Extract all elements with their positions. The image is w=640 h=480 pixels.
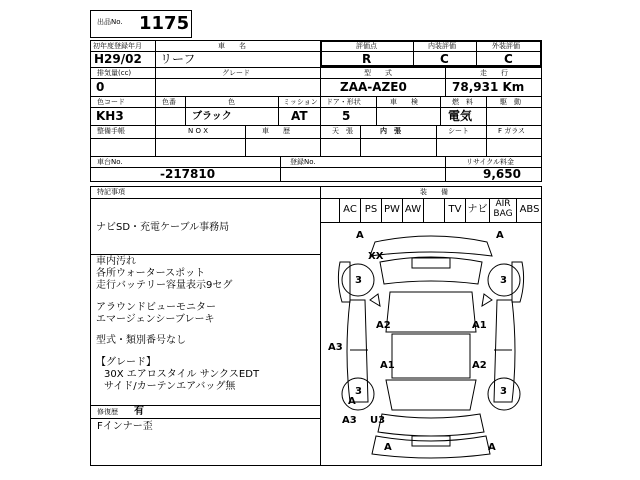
exterior-value: C	[504, 52, 513, 66]
equipment-navi: ナビ	[467, 204, 488, 215]
equipment-pw: PW	[384, 204, 400, 215]
doors-value: 5	[342, 109, 351, 123]
notes-block	[96, 222, 318, 390]
equipment-aw: AW	[404, 204, 422, 215]
damage-mark: A	[356, 230, 364, 241]
equipment-row	[320, 198, 542, 222]
repair-value: 有	[134, 406, 144, 417]
equipment-abs: ABS	[519, 204, 540, 215]
damage-mark: A2	[472, 360, 487, 371]
damage-mark: A3	[328, 342, 343, 353]
equipment-ac: AC	[343, 204, 357, 215]
lot-number-box	[90, 10, 192, 38]
model-label: 型 式	[364, 69, 392, 77]
nox-label: N O X	[188, 127, 208, 135]
maintenance-label: 整備手帳	[97, 127, 125, 135]
grade-label: グレード	[222, 69, 250, 77]
mileage-label: 走 行	[480, 69, 508, 77]
year-label: 初年度登録年月	[93, 42, 142, 50]
color-code-label: 色コード	[97, 98, 125, 106]
chassis-label: 車台No.	[97, 158, 123, 166]
transmission-label: ミッション	[283, 98, 318, 106]
note-line: 各所ウォータースポット	[96, 268, 206, 279]
registration-label: 登録No.	[290, 158, 316, 166]
recycle-label: リサイクル料金	[466, 158, 515, 166]
note-line: 型式・類別番号なし	[96, 335, 186, 346]
note-line: 30X エアロスタイル サンクスEDT	[104, 369, 260, 380]
recycle-value: 9,650	[483, 167, 521, 181]
drive-label: 駆 動	[500, 98, 521, 106]
damage-mark: XX	[368, 251, 384, 262]
damage-mark: A2	[376, 320, 391, 331]
damage-mark: A	[348, 396, 356, 407]
equipment-airbag: AIR BAG	[493, 199, 513, 219]
damage-mark: 3	[355, 386, 362, 397]
note-line: エマージェンシーブレーキ	[96, 314, 215, 325]
displacement-value: 0	[96, 80, 105, 94]
lot-label: 出品No.	[97, 18, 123, 26]
score-label: 評価点	[356, 42, 377, 50]
repair-detail: Fインナー歪	[97, 421, 153, 432]
equipment-label: 装 備	[420, 188, 448, 196]
damage-mark: 3	[500, 386, 507, 397]
model-value: ZAA-AZE0	[340, 80, 407, 94]
damage-mark: A	[496, 230, 504, 241]
damage-mark: A	[384, 442, 392, 453]
damage-mark: A1	[380, 360, 395, 371]
color-code-value: KH3	[96, 109, 124, 123]
sunroof-label: 天 張	[332, 127, 353, 135]
equipment-tv: TV	[448, 204, 462, 215]
history-label: 車 歴	[262, 127, 290, 135]
interior-value: C	[440, 52, 449, 66]
glass-label: F ガラス	[498, 127, 526, 135]
car-name: リーフ	[160, 52, 196, 66]
damage-mark: 3	[355, 275, 362, 286]
lot-number: 1175	[139, 13, 190, 34]
notes-label: 特記事項	[97, 188, 125, 196]
note-line: 【グレード】	[96, 357, 156, 368]
note-line: アラウンドビューモニター	[96, 302, 216, 313]
note-line: ナビSD・充電ケーブル事務局	[96, 222, 230, 233]
note-line: 走行バッテリー容量表示9セグ	[96, 280, 233, 291]
first-registration: H29/02	[94, 52, 142, 66]
damage-mark: U3	[370, 415, 386, 426]
note-line: サイド/カーテンエアバッグ無	[104, 381, 236, 392]
score-value: R	[362, 52, 372, 66]
color-value: ブラック	[192, 111, 232, 122]
fuel-value: 電気	[448, 109, 473, 123]
damage-mark: 3	[500, 275, 507, 286]
equipment-ps: PS	[364, 204, 378, 215]
chassis-value: -217810	[160, 167, 216, 181]
damage-mark: A1	[472, 320, 487, 331]
car-damage-diagram	[320, 222, 542, 466]
interior-trim-label: 内 張	[380, 127, 401, 135]
color-label: 色	[228, 98, 235, 106]
inspection-label: 車 検	[390, 98, 418, 106]
damage-mark: A3	[342, 415, 357, 426]
mileage-value: 78,931 Km	[452, 80, 525, 94]
repair-label: 修復歴	[97, 408, 118, 416]
name-label: 車 名	[218, 42, 246, 50]
fuel-label: 燃 料	[452, 98, 473, 106]
displacement-label: 排気量(cc)	[97, 69, 132, 77]
damage-mark: A	[488, 442, 496, 453]
color-number-label: 色番	[162, 98, 176, 106]
interior-label: 内装評価	[428, 42, 456, 50]
seat-label: シート	[448, 127, 469, 135]
note-line: 車内汚れ	[96, 256, 136, 267]
exterior-label: 外装評価	[492, 42, 520, 50]
transmission-value: AT	[291, 109, 308, 123]
doors-label: ドア・形状	[326, 98, 361, 106]
